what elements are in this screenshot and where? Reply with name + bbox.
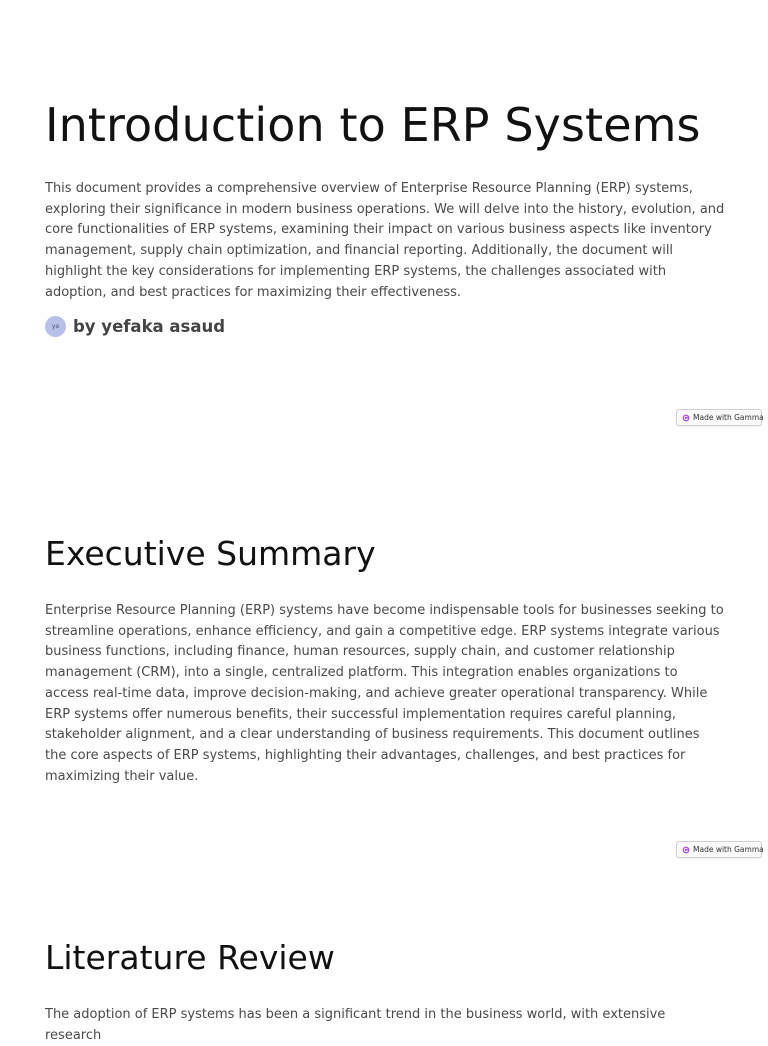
made-with-gamma-badge[interactable] <box>676 409 762 426</box>
literature-paragraph: The adoption of ERP systems has been a significant trend in the business world, with extensive research <box>45 1007 666 1043</box>
author-name: by yefaka asaud <box>73 317 226 336</box>
summary-paragraph: Enterprise Resource Planning (ERP) systems have become indispensable tools for businesses seeking to streamline operations, enhance efficiency, and gain a competitive edge. ERP systems integrate various business functions, including finance, human resources, supply chain, and customer relationship management (CRM), into a single, centralized platform. This integration enables organizations to access real-time data, improve decision-making, and achieve greater operational transparency. While ERP systems offer numerous benefits, their successful implementation requires careful planning, stakeholder alignment, and a clear understanding of business requirements. This document outlines the core aspects of ERP systems, highlighting their advantages, challenges, and best practices for maximizing their value. <box>45 603 724 784</box>
page-title: Introduction to ERP Systems <box>45 98 701 152</box>
gamma-logo-icon <box>682 414 690 422</box>
badge-label: Made with Gamma <box>693 845 764 854</box>
slide-introduction <box>0 0 768 432</box>
slide-executive-summary <box>0 432 768 864</box>
slide-literature-review <box>0 864 768 1043</box>
avatar: ya <box>45 316 66 337</box>
intro-paragraph: This document provides a comprehensive overview of Enterprise Resource Planning (ERP) systems, exploring their significance in modern business operations. We will delve into the history, evolution, and core functionalities of ERP systems, examining their impact on various business aspects like inventory management, supply chain optimization, and financial reporting. Additionally, the document will highlight the key considerations for implementing ERP systems, the challenges associated with adoption, and best practices for maximizing their effectiveness. <box>45 181 725 300</box>
badge-label: Made with Gamma <box>693 413 764 422</box>
author-line <box>45 316 225 337</box>
made-with-gamma-badge[interactable] <box>676 841 762 858</box>
section-title: Executive Summary <box>45 534 376 573</box>
section-title: Literature Review <box>45 938 335 977</box>
gamma-logo-icon <box>682 846 690 854</box>
